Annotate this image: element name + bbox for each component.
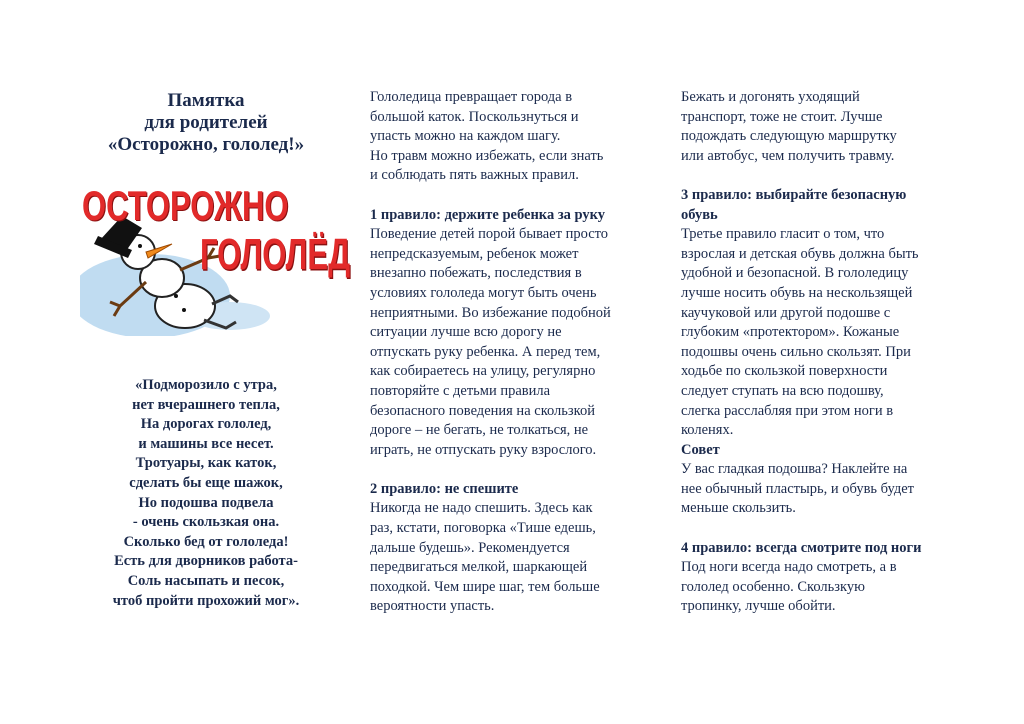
rule1-line: безопасного поведения на скользкой <box>370 402 595 419</box>
rule2-line: походкой. Чем шире шаг, тем больше <box>370 578 600 595</box>
poem-line: Но подошва подвела <box>138 494 274 511</box>
rule1-line: неприятными. Во избежание подобной <box>370 304 611 321</box>
intro-line: и соблюдать пять важных правил. <box>370 167 579 184</box>
rule3-line: следует ступать на всю подошву, <box>681 382 884 399</box>
rule2-line: дальше будешь». Рекомендуется <box>370 539 570 556</box>
rule1-line: непредсказуемым, ребенок может <box>370 245 579 262</box>
rule1-line: Поведение детей порой бывает просто <box>370 226 609 243</box>
intro-line: Но травм можно избежать, если знать <box>370 147 604 164</box>
rule3-line: каучуковой или другой подошве с <box>681 304 891 321</box>
rule4-paragraph <box>681 558 971 617</box>
rule2-line: передвигаться мелкой, шаркающей <box>370 559 588 576</box>
rule4-heading: 4 правило: всегда смотрите под ноги <box>681 539 922 556</box>
rule2-line: Никогда не надо спешить. Здесь как <box>370 500 593 517</box>
warning-word-ice: ГОЛОЛЁД <box>200 230 351 279</box>
poem-line: и машины все несет. <box>138 435 274 452</box>
poem-line: Есть для дворников работа- <box>114 553 298 570</box>
rule3-line: лучше носить обувь на нескользящей <box>681 284 913 301</box>
rule1-line: условиях гололеда могут быть очень <box>370 284 597 301</box>
rule1-line: внезапно побежать, последствия в <box>370 265 582 282</box>
rule3-heading-line-1: 3 правило: выбирайте безопасную <box>681 186 907 203</box>
rule1-line: как собираетесь на улицу, регулярно <box>370 363 596 380</box>
poem-line: сделать бы еще шажок, <box>129 474 283 491</box>
poem <box>82 376 330 611</box>
rule2-cont-line: или автобус, чем получить травму. <box>681 147 895 164</box>
rule3-line: коленях. <box>681 422 734 439</box>
rule4-line: гололед особенно. Скользкую <box>681 578 865 595</box>
intro-line: упасть можно на каждом шагу. <box>370 128 561 145</box>
rule4-line: Под ноги всегда надо смотреть, а в <box>681 559 897 576</box>
poem-line: Сколько бед от гололеда! <box>123 533 289 550</box>
rule3-line: Третье правило гласит о том, что <box>681 226 885 243</box>
poem-line: - очень скользкая она. <box>132 514 280 531</box>
rule2-continued-paragraph <box>681 88 971 166</box>
middle-column <box>370 88 650 617</box>
rule3-heading-line-2: обувь <box>681 206 718 223</box>
warning-illustration <box>80 178 351 336</box>
advice-line: нее обычный пластырь, и обувь будет <box>681 480 914 497</box>
rule2-cont-line: транспорт, тоже не стоит. Лучше <box>681 108 883 125</box>
poem-line: «Подморозило с утра, <box>135 377 277 393</box>
rule1-paragraph <box>370 225 650 460</box>
rule2-line: вероятности упасть. <box>370 598 495 615</box>
rule2-heading: 2 правило: не спешите <box>370 480 519 497</box>
rule3-paragraph <box>681 225 971 441</box>
poem-line: На дорогах гололед, <box>140 416 272 433</box>
left-column <box>82 88 351 611</box>
rule1-heading: 1 правило: держите ребенка за руку <box>370 206 606 223</box>
intro-paragraph <box>370 88 650 186</box>
intro-line: Гололедица превращает города в <box>370 89 573 105</box>
advice-paragraph <box>681 460 971 519</box>
rule2-paragraph <box>370 499 650 617</box>
rule2-cont-line: подождать следующую маршрутку <box>681 128 897 145</box>
rule3-line: подошвы очень сильно скользят. При <box>681 343 911 360</box>
warning-word-caution: ОСТОРОЖНО <box>82 182 289 230</box>
rule4-line: тропинку, лучше обойти. <box>681 598 836 615</box>
advice-heading: Совет <box>681 441 720 458</box>
rule3-line: слегка расслабляя при этом ноги в <box>681 402 894 419</box>
rule1-line: играть, не отпускать руку взрослого. <box>370 441 597 458</box>
rule3-line: ходьбе по скользкой поверхности <box>681 363 888 380</box>
rule3-line: взрослая и детская обувь должна быть <box>681 245 919 262</box>
rule1-line: повторяйте с детьми правила <box>370 382 551 399</box>
intro-line: большой каток. Поскользнуться и <box>370 108 579 125</box>
poem-line: нет вчерашнего тепла, <box>132 396 280 413</box>
rule1-line: ситуации лучше всю дорогу не <box>370 324 562 341</box>
page-title <box>82 90 330 156</box>
right-column <box>681 88 971 617</box>
rule3-line: глубоким «протектором». Кожаные <box>681 324 900 341</box>
rule1-line: отпускать руку ребенка. А перед тем, <box>370 343 601 360</box>
advice-line: меньше скользить. <box>681 500 796 517</box>
title-line-1: Памятка <box>167 90 245 111</box>
rule2-line: раз, кстати, поговорка «Тише едешь, <box>370 520 596 537</box>
title-line-3: «Осторожно, гололед!» <box>107 134 305 155</box>
poem-line: чтоб пройти прохожий мог». <box>112 592 300 609</box>
rule2-cont-line: Бежать и догонять уходящий <box>681 89 860 105</box>
advice-line: У вас гладкая подошва? Наклейте на <box>681 461 908 478</box>
poem-line: Соль насыпать и песок, <box>127 572 285 589</box>
rule1-line: дороге – не бегать, не толкаться, не <box>370 422 589 439</box>
rule3-line: удобной и безопасной. В гололедицу <box>681 265 909 282</box>
title-line-2: для родителей <box>144 112 268 133</box>
poem-line: Тротуары, как каток, <box>135 455 277 472</box>
